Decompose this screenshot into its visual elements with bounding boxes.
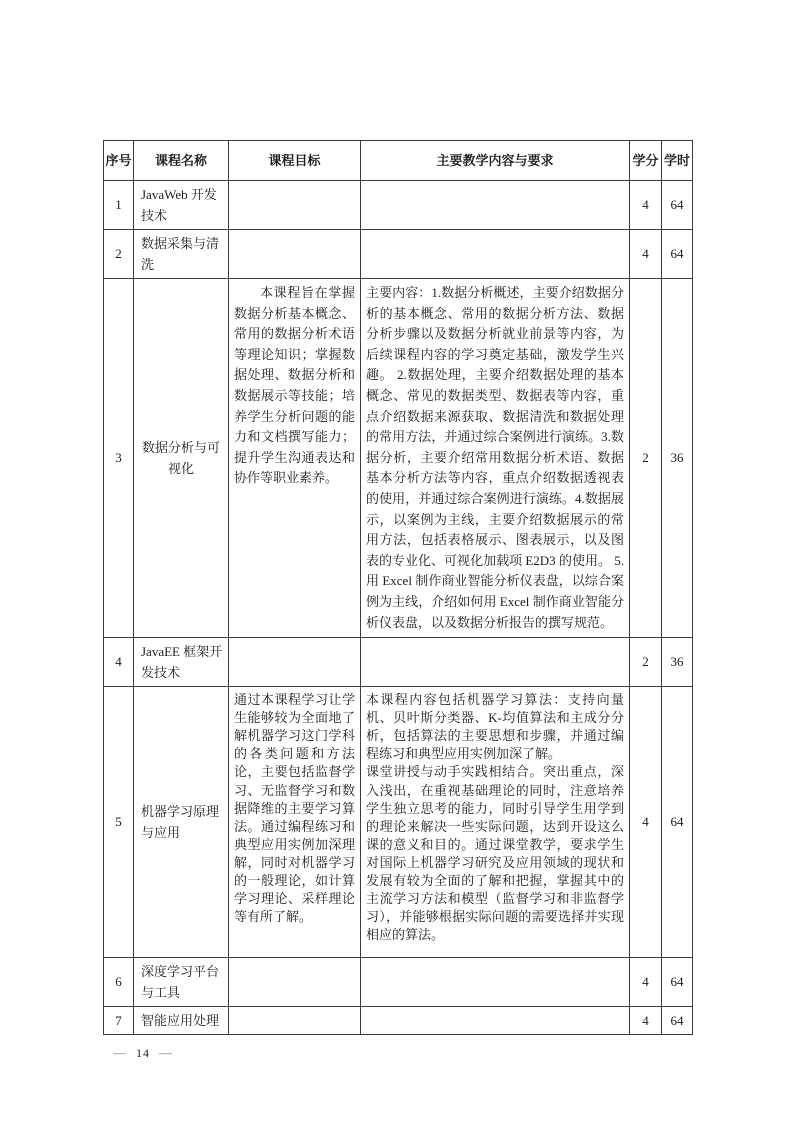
course-credit: 4 [630,230,662,279]
objective-text: 通过本课程学习让学生能够较为全面地了解机器学习这门学科的各类问题和方法论，主要包括监督学习、无监督学习和数据降维的主要学习算法。通过编程练习和典型应用实例加深理解，同时对机器学习的一般理论，如计算学习理论、采样理论等有所了解。 [234,692,355,925]
course-name: 机器学习原理与应用 [134,687,229,958]
course-hours: 64 [662,181,693,230]
course-table [103,140,693,1035]
course-objective [229,958,361,1007]
course-objective [229,181,361,230]
table-row [104,230,693,279]
course-objective [229,230,361,279]
course-credit: 4 [630,958,662,1007]
row-index: 2 [104,230,134,279]
course-content [361,279,630,638]
row-index: 7 [104,1007,134,1035]
course-name: 数据分析与可视化 [134,279,229,638]
col-header-hours: 学时 [662,141,693,181]
course-objective [229,279,361,638]
content-paragraph: 课堂讲授与动手实践相结合。突出重点，深入浅出，在重视基础理论的同时，注意培养学生独立思考的能力，同时引导学生用学到的理论来解决一些实际问题，达到开设这么课的意义和目的。通过课堂教学，要求学生对国际上机器学习研究及应用领域的现状和发展有较为全面的了解和把握，掌握其中的主流学习方法和模型（监督学习和非监督学习），并能够根据实际问题的需要选择并实现相应的算法。 [366,764,624,943]
course-content [361,638,630,687]
table-row [104,279,693,638]
col-header-objective: 课程目标 [229,141,361,181]
course-hours: 36 [662,638,693,687]
page-footer [113,1045,173,1061]
objective-text: 本课程旨在掌握数据分析基本概念、常用的数据分析术语等理论知识；掌握数据处理、数据分析和数据展示等技能；培养学生分析问题的能力和文档撰写能力；提升学生沟通表达和协作等职业素养。 [234,285,355,486]
course-hours: 64 [662,230,693,279]
footer-right-dash: — [159,1045,173,1060]
course-credit: 4 [630,1007,662,1035]
course-content [361,687,630,958]
page-number: 14 [136,1045,150,1060]
col-header-content: 主要教学内容与要求 [361,141,630,181]
course-credit: 4 [630,687,662,958]
row-index: 6 [104,958,134,1007]
col-header-credit: 学分 [630,141,662,181]
row-index: 4 [104,638,134,687]
table-header-row [104,141,693,181]
table-row [104,638,693,687]
course-objective [229,1007,361,1035]
table-row [104,181,693,230]
row-index: 3 [104,279,134,638]
course-credit: 2 [630,279,662,638]
course-hours: 64 [662,1007,693,1035]
footer-left-dash: — [113,1045,127,1060]
row-index: 5 [104,687,134,958]
table-row [104,687,693,958]
course-objective [229,687,361,958]
course-name: JavaWeb 开发技术 [134,181,229,230]
course-name: 数据采集与清洗 [134,230,229,279]
course-hours: 64 [662,687,693,958]
course-name: 深度学习平台与工具 [134,958,229,1007]
row-index: 1 [104,181,134,230]
col-header-course-name: 课程名称 [134,141,229,181]
course-credit: 2 [630,638,662,687]
course-name: JavaEE 框架开发技术 [134,638,229,687]
course-hours: 64 [662,958,693,1007]
course-hours: 36 [662,279,693,638]
content-text: 主要内容：1.数据分析概述，主要介绍数据分析的基本概念、常用的数据分析方法、数据分析步骤以及数据分析就业前景等内容，为后续课程内容的学习奠定基础，激发学生兴趣。 2.数据处理，主要介绍数据处理的基本概念、常见的数据类型、数据表等内容，重点介绍数据来源获取、数据清洗和数据处理的常用方法，并通过综合案例进行演练。3.数据分析，主要介绍常用数据分析术语、数据基本分析方法等内容，重点介绍数据透视表的使用，并通过综合案例进行演练。4.数据展示，以案例为主线，主要介绍数据展示的常用方法，包括表格展示、图表展示，以及图表的专业化、可视化加载项 E2D3 的使用。 5.用 Excel 制作商业智能分析仪表盘，以综合案例为主线，介绍如何用 Excel 制作商业智能分析仪表盘，以及数据分析报告的撰写规范。 [366,285,624,630]
course-content [361,1007,630,1035]
table-row [104,958,693,1007]
course-credit: 4 [630,181,662,230]
course-name: 智能应用处理 [134,1007,229,1035]
col-header-index: 序号 [104,141,134,181]
course-content [361,230,630,279]
content-paragraph: 本课程内容包括机器学习算法：支持向量机、贝叶斯分类器、K-均值算法和主成分分析，包括算法的主要思想和步骤，并通过编程练习和典型应用实例加深了解。 [366,692,624,762]
table-row [104,1007,693,1035]
course-content [361,181,630,230]
course-objective [229,638,361,687]
course-content [361,958,630,1007]
